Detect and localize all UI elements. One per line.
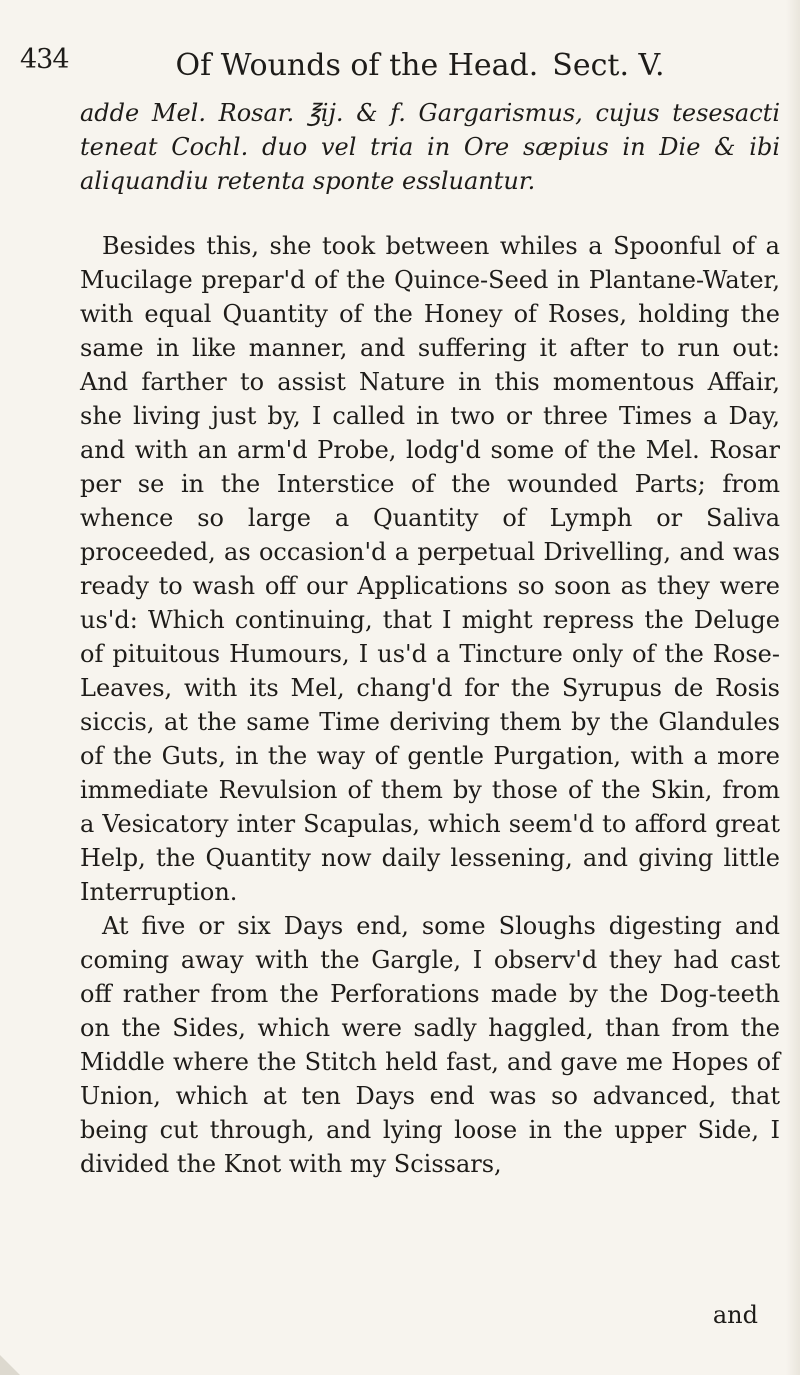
page-corner <box>0 1355 20 1375</box>
latin-prescription-paragraph: adde Mel. Rosar. ℥ij. & f. Gargarismus, cujus tesesacti teneat Cochl. duo vel tria in Ore sæpius in Die & ibi aliquandiu retenta sponte essluantur. <box>80 99 780 195</box>
running-title: Of Wounds of the Head. <box>175 48 539 83</box>
page-number: 434 <box>20 44 69 75</box>
body-paragraph: Besides this, she took between whiles a Spoonful of a Mucilage prepar'd of the Quince-Seed in Plantane-Water, with equal Quantity of the Honey of Roses, holding the same in like manner, and suffering it after to run out: And farther to assist Nature in this momentous Affair, she living just by, I called in two or three Times a Day, and with an arm'd Probe, lodg'd some of the Mel. Rosar per se in the Interstice of the wounded Parts; from whence so large a Quantity of Lymph or Saliva proceeded, as occasion'd a perpetual Drivelling, and was ready to wash off our Applications so soon as they were us'd: Which continuing, that I might repress the Deluge of pituitous Humours, I us'd a Tincture only of the Rose-Leaves, with its Mel, chang'd for the Syrupus de Rosis siccis, at the same Time deriving them by the Glandules of the Guts, in the way of gentle Purgation, with a more immediate Revulsion of them by those of the Skin, from a Vesicatory inter Scapulas, which seem'd to afford great Help, the Quantity now daily lessening, and giving little Interruption. <box>80 232 780 906</box>
page-edge <box>786 0 800 1375</box>
body-paragraph: At five or six Days end, some Sloughs digesting and coming away with the Gargle, I observ'd they had cast off rather from the Perforations made by the Dog-teeth on the Sides, which were sadly haggled, than from the Middle where the Stitch held fast, and gave me Hopes of Union, which at ten Days end was so advanced, that being cut through, and lying loose in the upper Side, I divided the Knot with my Scissars, <box>80 912 780 1178</box>
catchword: and <box>712 1301 758 1329</box>
text-block <box>80 96 780 1181</box>
running-head <box>60 48 780 83</box>
section-label: Sect. V. <box>552 48 665 83</box>
